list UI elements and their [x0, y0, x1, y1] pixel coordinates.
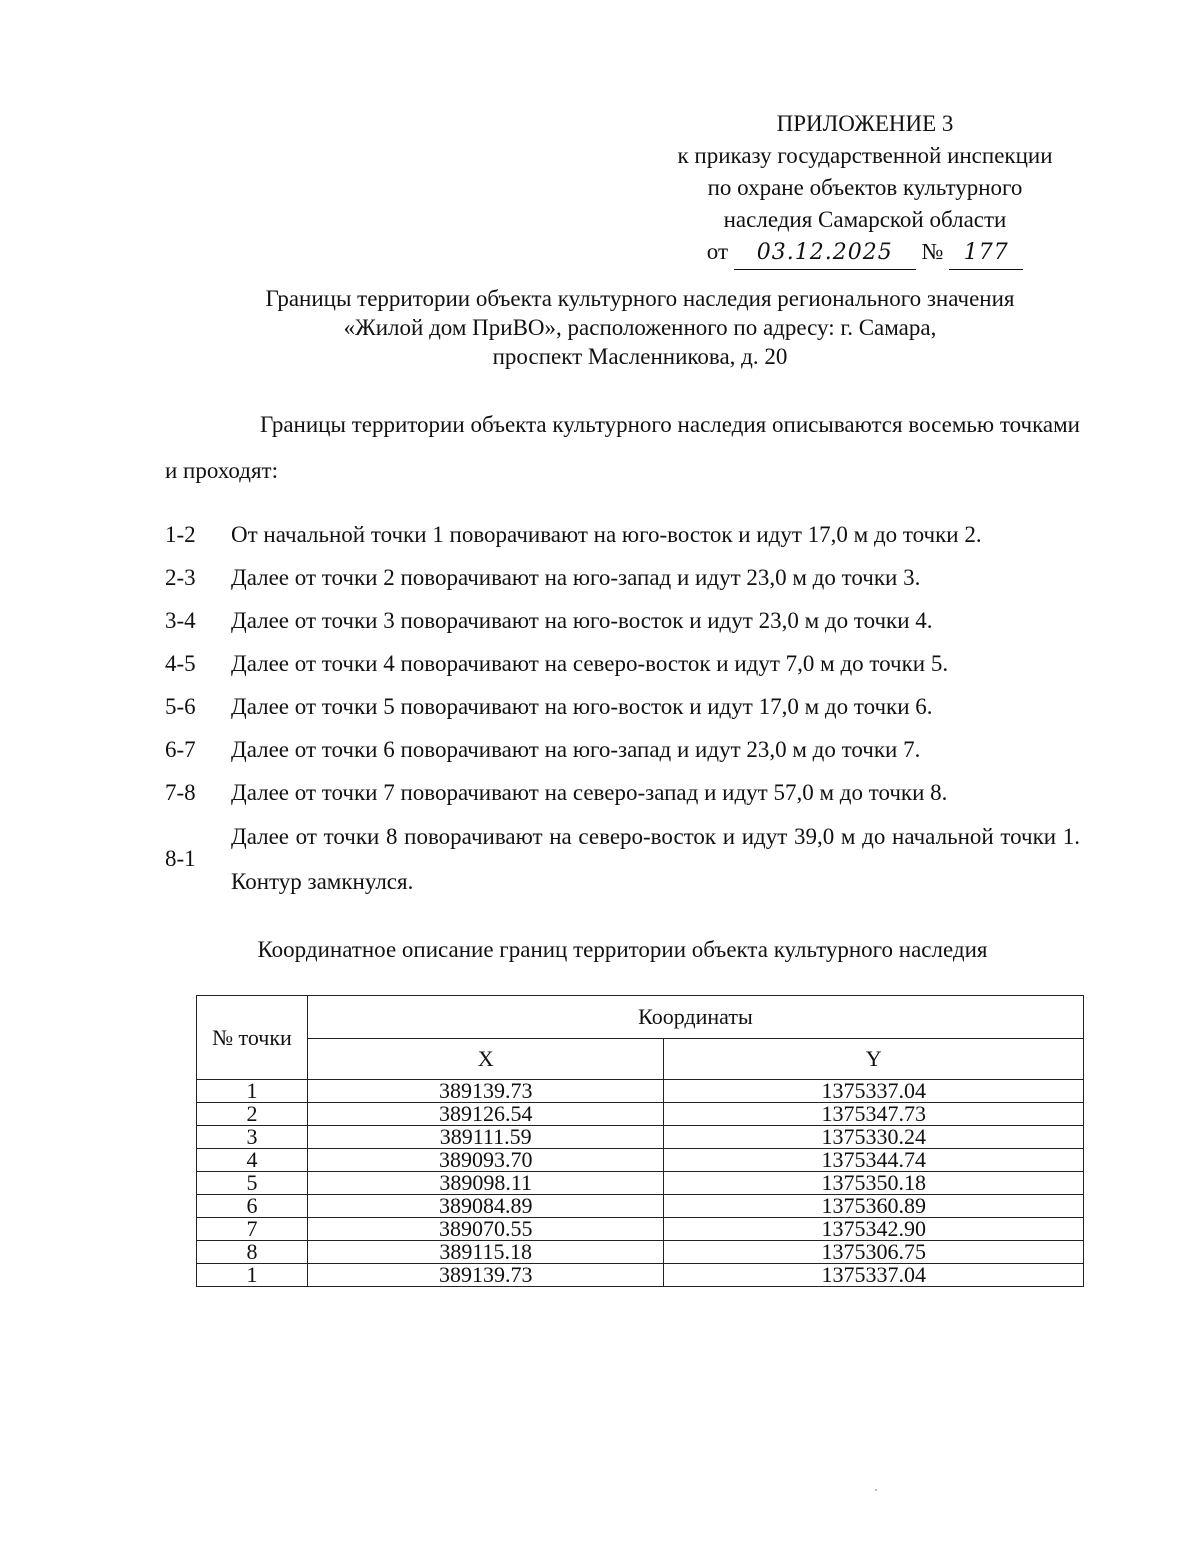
x-cell: 389139.73 [307, 1264, 664, 1287]
segment-code: 2-3 [165, 564, 196, 590]
point-cell: 6 [197, 1195, 308, 1218]
table-row [197, 1149, 1084, 1172]
segment-text: Далее от точки 2 поворачивают на юго-запад и идут 23,0 м до точки 3. [231, 564, 921, 590]
intro-paragraph [165, 402, 1080, 494]
appendix-title: ПРИЛОЖЕНИЕ 3 [776, 111, 954, 136]
segment-row [165, 513, 1080, 556]
header-y: Y [664, 1039, 1084, 1080]
x-cell: 389093.70 [307, 1149, 664, 1172]
handwritten-date: 03.12.2025 [734, 237, 916, 270]
document-title [140, 284, 1140, 371]
y-cell: 1375347.73 [664, 1103, 1084, 1126]
x-cell: 389084.89 [307, 1195, 664, 1218]
y-cell: 1375306.75 [664, 1241, 1084, 1264]
segment-code: 1-2 [165, 521, 196, 547]
table-row [197, 1241, 1084, 1264]
segment-row [165, 728, 1080, 771]
y-cell: 1375360.89 [664, 1195, 1084, 1218]
header-coordinates: Координаты [307, 996, 1083, 1039]
segment-row [165, 814, 1080, 904]
title-line-1: Границы территории объекта культурного наследия регионального значения [265, 286, 1015, 311]
segment-row [165, 599, 1080, 642]
segment-text: Далее от точки 8 поворачивают на северо-восток и идут 39,0 м до начальной точки 1. Контур замкнулся. [231, 824, 1080, 894]
scan-speck [875, 1489, 877, 1491]
table-row [197, 1103, 1084, 1126]
x-cell: 389098.11 [307, 1172, 664, 1195]
table-caption: Координатное описание границ территории объекта культурного наследия [257, 937, 988, 962]
segment-row [165, 556, 1080, 599]
title-line-3: проспект Масленникова, д. 20 [492, 344, 788, 369]
segment-text: Далее от точки 4 поворачивают на северо-восток и идут 7,0 м до точки 5. [231, 650, 949, 676]
title-line-2: «Жилой дом ПриВО», расположенного по адресу: г. Самара, [343, 315, 937, 340]
segment-row [165, 642, 1080, 685]
x-cell: 389139.73 [307, 1080, 664, 1103]
segment-code: 5-6 [165, 693, 196, 719]
y-cell: 1375350.18 [664, 1172, 1084, 1195]
segment-row [165, 771, 1080, 814]
segment-text: Далее от точки 6 поворачивают на юго-запад и идут 23,0 м до точки 7. [231, 736, 921, 762]
handwritten-number: 177 [949, 237, 1023, 270]
intro-text: Границы территории объекта культурного наследия описываются восемью точками и проходят: [165, 412, 1080, 483]
coordinates-table [196, 995, 1084, 1287]
point-cell: 5 [197, 1172, 308, 1195]
point-cell: 3 [197, 1126, 308, 1149]
point-cell: 7 [197, 1218, 308, 1241]
table-row [197, 1218, 1084, 1241]
table-row [197, 1195, 1084, 1218]
point-cell: 1 [197, 1264, 308, 1287]
y-cell: 1375342.90 [664, 1218, 1084, 1241]
segment-code: 4-5 [165, 650, 196, 676]
segment-code: 8-1 [165, 846, 196, 871]
point-cell: 1 [197, 1080, 308, 1103]
date-prefix: от [706, 239, 729, 264]
segment-code: 7-8 [165, 779, 196, 805]
table-row [197, 1264, 1084, 1287]
segment-text: Далее от точки 5 поворачивают на юго-восток и идут 17,0 м до точки 6. [231, 693, 933, 719]
appendix-date-line [600, 236, 1130, 270]
y-cell: 1375337.04 [664, 1264, 1084, 1287]
y-cell: 1375344.74 [664, 1149, 1084, 1172]
x-cell: 389070.55 [307, 1218, 664, 1241]
table-row [197, 1126, 1084, 1149]
appendix-line-3: наследия Самарской области [723, 207, 1007, 232]
header-x: X [307, 1039, 664, 1080]
y-cell: 1375337.04 [664, 1080, 1084, 1103]
x-cell: 389111.59 [307, 1126, 664, 1149]
appendix-header [600, 108, 1130, 270]
appendix-line-2: по охране объектов культурного [707, 175, 1023, 200]
segment-text: Далее от точки 3 поворачивают на юго-восток и идут 23,0 м до точки 4. [231, 607, 933, 633]
point-cell: 4 [197, 1149, 308, 1172]
segment-text: От начальной точки 1 поворачивают на юго-восток и идут 17,0 м до точки 2. [231, 521, 982, 547]
table-row [197, 1080, 1084, 1103]
segment-code: 6-7 [165, 736, 196, 762]
point-cell: 2 [197, 1103, 308, 1126]
boundary-segments [165, 513, 1080, 904]
x-cell: 389115.18 [307, 1241, 664, 1264]
appendix-line-1: к приказу государственной инспекции [677, 143, 1053, 168]
y-cell: 1375330.24 [664, 1126, 1084, 1149]
header-point-number: № точки [197, 996, 308, 1080]
segment-text: Далее от точки 7 поворачивают на северо-запад и идут 57,0 м до точки 8. [231, 779, 948, 805]
point-cell: 8 [197, 1241, 308, 1264]
segment-row [165, 685, 1080, 728]
segment-code: 3-4 [165, 607, 196, 633]
x-cell: 389126.54 [307, 1103, 664, 1126]
number-prefix: № [921, 239, 944, 264]
table-row [197, 1172, 1084, 1195]
